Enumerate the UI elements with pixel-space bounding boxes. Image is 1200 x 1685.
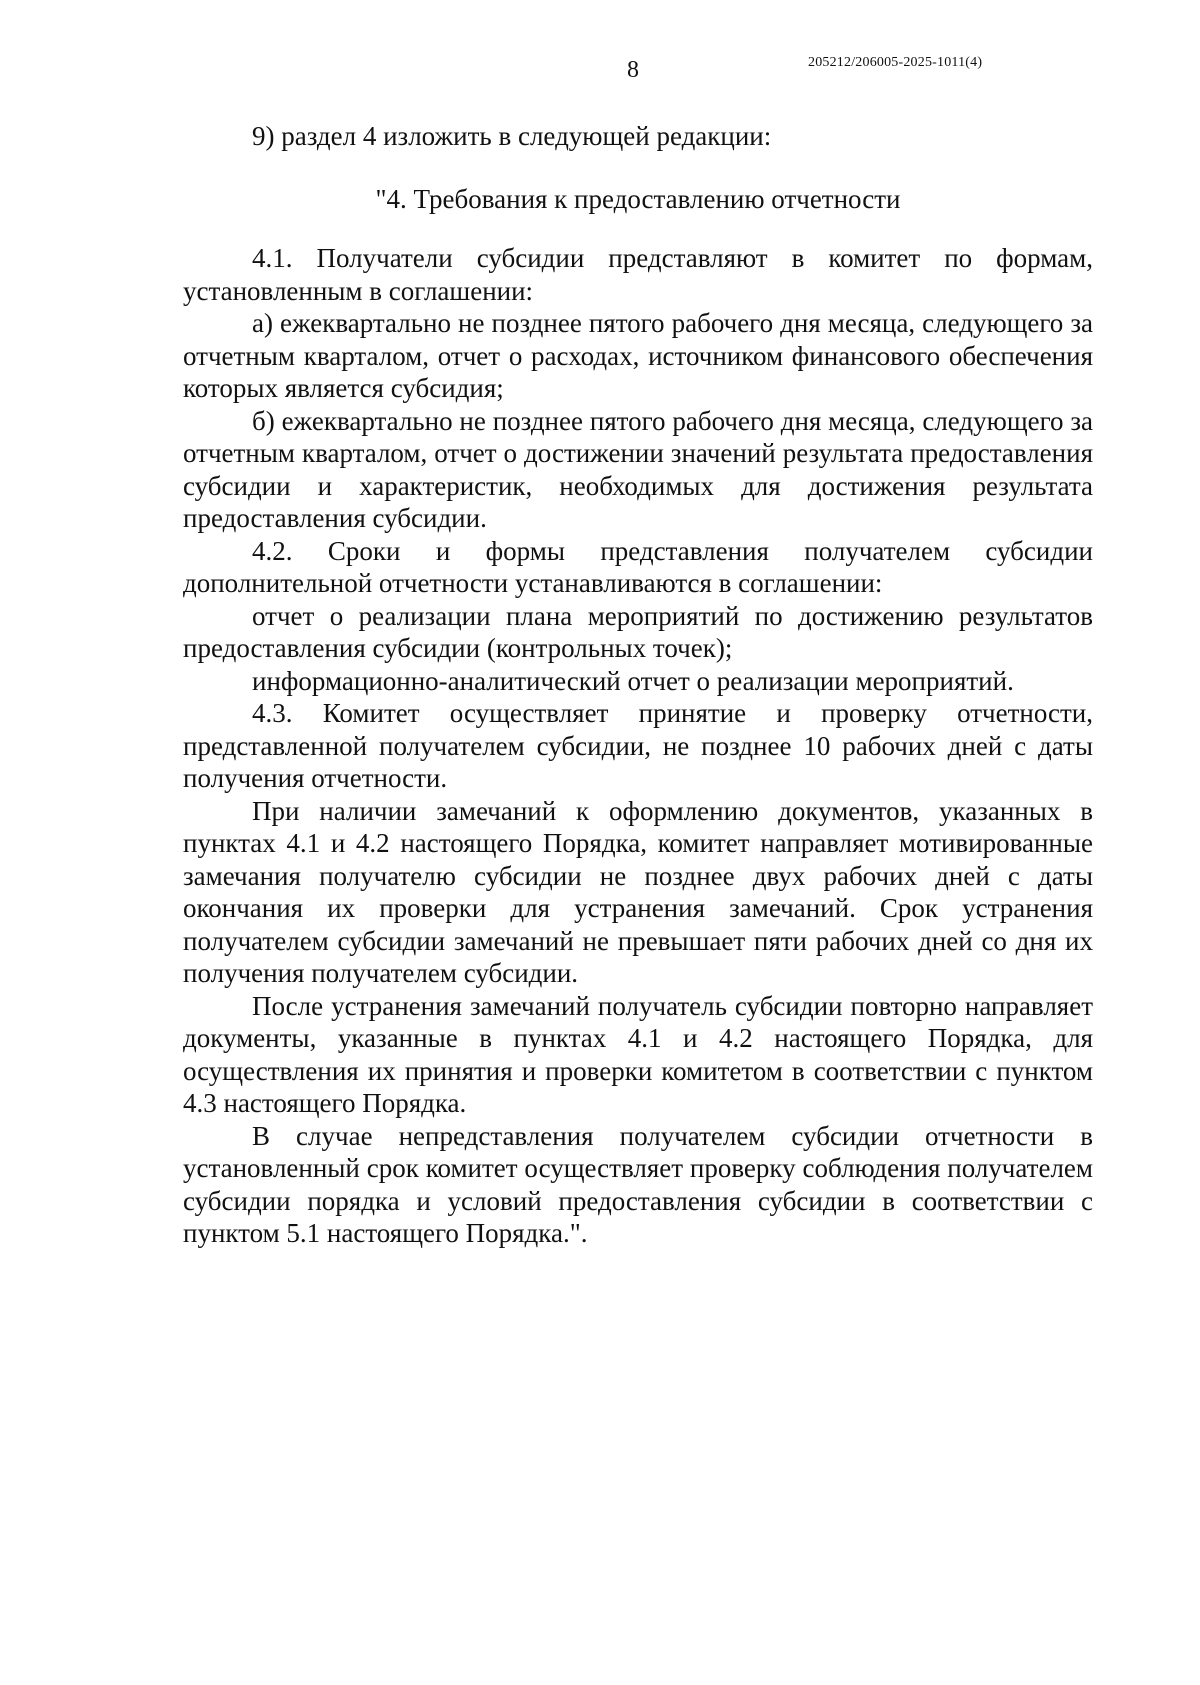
paragraph-4-1-a: а) ежеквартально не позднее пятого рабочего дня месяца, следующего за отчетным кварталом, отчет о расходах, источником финансового обеспечения которых является субсидия;: [183, 308, 1093, 403]
paragraph-4-2-item-2: информационно-аналитический отчет о реализации мероприятий.: [252, 665, 1014, 696]
paragraph-resubmission: После устранения замечаний получатель субсидии повторно направляет документы, указанные в пунктах 4.1 и 4.2 настоящего Порядка, для осуществления их принятия и проверки комитетом в соответствии с пунктом 4.3 настоящего Порядка.: [183, 990, 1093, 1118]
paragraph-4-3: 4.3. Комитет осуществляет принятие и проверку отчетности, представленной получателем субсидии, не позднее 10 рабочих дней с даты получения отчетности.: [183, 698, 1093, 793]
paragraph-remarks: При наличии замечаний к оформлению документов, указанных в пунктах 4.1 и 4.2 настоящего Порядка, комитет направляет мотивированные замечания получателю субсидии не позднее двух рабочих дней с даты окончания их проверки для устранения замечаний. Срок устранения получателем субсидии замечаний не превышает пяти рабочих дней со дня их получения получателем субсидии.: [183, 795, 1093, 988]
paragraph-4-1: 4.1. Получатели субсидии представляют в комитет по формам, установленным в соглашении:: [183, 243, 1093, 306]
document-id: 205212/206005-2025-1011(4): [808, 55, 983, 70]
document-body: [183, 120, 1093, 1250]
paragraph-4-2-item-1: отчет о реализации плана мероприятий по достижению результатов предоставления субсидии (контрольных точек);: [183, 600, 1093, 663]
section-heading: "4. Требования к предоставлению отчетности: [375, 183, 901, 214]
paragraph-4-2: 4.2. Сроки и формы представления получателем субсидии дополнительной отчетности устанавливаются в соглашении:: [183, 535, 1093, 598]
paragraph-non-submission: В случае непредставления получателем субсидии отчетности в установленный срок комитет осуществляет проверку соблюдения получателем субсидии порядка и условий предоставления субсидии в соответствии с пунктом 5.1 настоящего Порядка.".: [183, 1120, 1093, 1248]
paragraph-4-1-b: б) ежеквартально не позднее пятого рабочего дня месяца, следующего за отчетным кварталом, отчет о достижении значений результата предоставления субсидии и характеристик, необходимых для достижения результата предоставления субсидии.: [183, 405, 1093, 533]
intro-paragraph: 9) раздел 4 изложить в следующей редакции:: [252, 121, 772, 151]
page-number: 8: [627, 57, 639, 83]
